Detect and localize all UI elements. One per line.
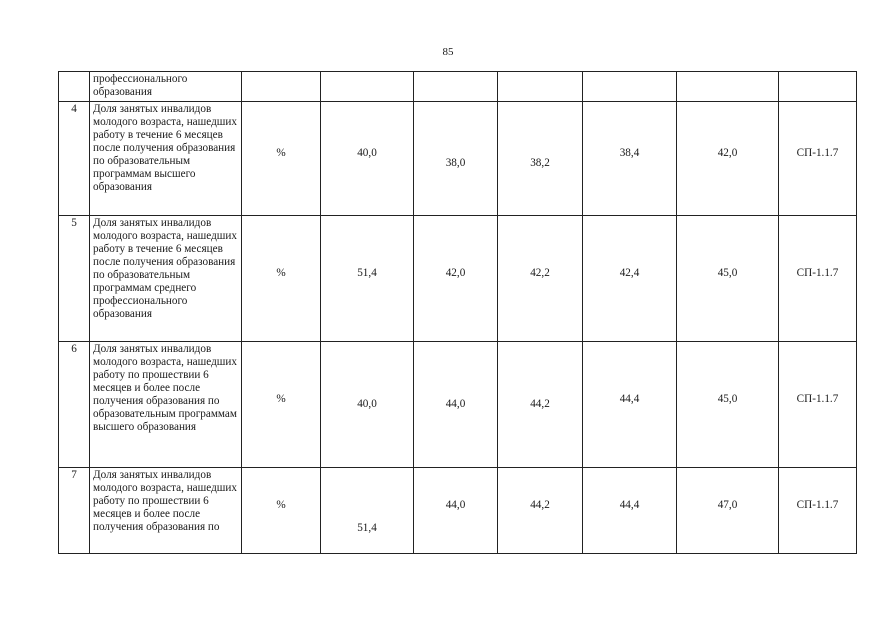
unit-value: % — [276, 147, 286, 159]
value: 44,0 — [445, 398, 466, 410]
value-cell — [414, 72, 498, 102]
value-cell — [414, 468, 498, 554]
reference-cell — [779, 342, 857, 468]
reference-cell — [779, 468, 857, 554]
unit-cell — [242, 102, 321, 216]
value-cell — [414, 342, 498, 468]
row-number: 6 — [59, 342, 90, 468]
value-cell — [583, 468, 677, 554]
reference: СП-1.1.7 — [796, 393, 839, 405]
unit-value: % — [276, 267, 286, 279]
value-cell — [498, 468, 583, 554]
indicator-description: Доля занятых инвалидов молодого возраста, нашедших работу в течение 6 месяцев после получения образования по образовательным программам среднего профессионального образования — [90, 216, 242, 342]
value: 47,0 — [717, 499, 738, 511]
indicator-description: Доля занятых инвалидов молодого возраста, нашедших работу по прошествии 6 месяцев и более после получения образования по образовательным программам высшего образования — [90, 342, 242, 468]
value: 40,0 — [357, 147, 377, 159]
value-cell — [677, 342, 779, 468]
value: 38,4 — [619, 147, 640, 159]
value-cell — [677, 468, 779, 554]
indicator-description: профессионального образования — [90, 72, 242, 102]
value: 51,4 — [357, 522, 377, 534]
table-row — [59, 72, 857, 102]
indicator-description: Доля занятых инвалидов молодого возраста, нашедших работу по прошествии 6 месяцев и более после получения образования по — [90, 468, 242, 554]
value-cell — [583, 342, 677, 468]
value-cell — [321, 102, 414, 216]
value-cell — [677, 72, 779, 102]
value-cell — [583, 72, 677, 102]
value-cell — [498, 72, 583, 102]
value-cell — [414, 216, 498, 342]
value-cell — [583, 216, 677, 342]
table-row — [59, 102, 857, 216]
unit-value: % — [276, 499, 286, 511]
unit-value: % — [276, 393, 286, 405]
reference-cell — [779, 216, 857, 342]
value: 44,0 — [445, 499, 466, 511]
value: 44,2 — [530, 499, 550, 511]
row-number: 5 — [59, 216, 90, 342]
indicator-description: Доля занятых инвалидов молодого возраста, нашедших работу в течение 6 месяцев после получения образования по образовательным программам высшего образования — [90, 102, 242, 216]
row-number — [59, 72, 90, 102]
value-cell — [321, 216, 414, 342]
value: 38,0 — [445, 157, 466, 169]
value-cell — [414, 102, 498, 216]
value-cell — [677, 102, 779, 216]
value: 45,0 — [717, 393, 738, 405]
value: 42,0 — [717, 147, 738, 159]
value-cell — [321, 342, 414, 468]
page-number: 85 — [442, 46, 454, 58]
reference-cell — [779, 102, 857, 216]
value-cell — [498, 342, 583, 468]
value: 40,0 — [357, 398, 377, 410]
value: 44,2 — [530, 398, 550, 410]
reference: СП-1.1.7 — [796, 499, 839, 511]
table-row — [59, 216, 857, 342]
reference: СП-1.1.7 — [796, 147, 839, 159]
value-cell — [498, 102, 583, 216]
table-row — [59, 342, 857, 468]
indicators-table — [58, 71, 857, 554]
value: 42,0 — [445, 267, 466, 279]
value-cell — [583, 102, 677, 216]
value: 42,4 — [619, 267, 640, 279]
value: 42,2 — [530, 267, 550, 279]
unit-cell — [242, 342, 321, 468]
value-cell — [321, 72, 414, 102]
value: 44,4 — [619, 499, 640, 511]
reference: СП-1.1.7 — [796, 267, 839, 279]
value-cell — [321, 468, 414, 554]
table-row — [59, 468, 857, 554]
reference-cell — [779, 72, 857, 102]
value-cell — [677, 216, 779, 342]
value: 44,4 — [619, 393, 640, 405]
value-cell — [498, 216, 583, 342]
row-number: 4 — [59, 102, 90, 216]
value: 45,0 — [717, 267, 738, 279]
value: 51,4 — [357, 267, 377, 279]
unit-cell — [242, 216, 321, 342]
unit-cell — [242, 72, 321, 102]
unit-cell — [242, 468, 321, 554]
row-number: 7 — [59, 468, 90, 554]
value: 38,2 — [530, 157, 550, 169]
